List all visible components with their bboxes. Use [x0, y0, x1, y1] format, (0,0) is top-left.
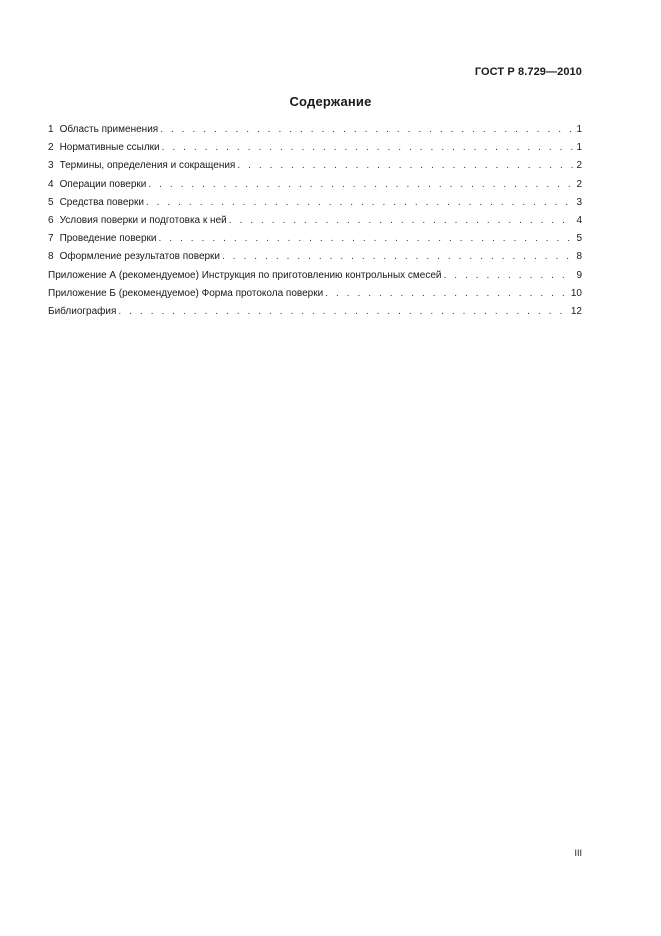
dot-leader [222, 248, 573, 266]
document-code: ГОСТ Р 8.729—2010 [474, 66, 582, 78]
toc-entry-title: Библиография [48, 305, 117, 317]
dot-leader [444, 267, 574, 285]
toc-entry-label [48, 212, 229, 230]
toc-entry-title: Оформление результатов поверки [59, 251, 221, 263]
toc-entry[interactable] [48, 157, 582, 175]
toc-entry-title: Приложение А (рекомендуемое) Инструкция по приготовлению контрольных смесей [48, 269, 442, 281]
toc-entry-title: Область применения [59, 124, 159, 135]
toc-entry-page: 10 [570, 287, 582, 299]
toc-entry-page: 1 [576, 142, 582, 154]
toc-entry-number: 7 [48, 233, 54, 245]
toc-entry-label [48, 285, 325, 303]
toc-entry-page: 4 [576, 214, 582, 226]
toc-entry[interactable] [48, 212, 582, 230]
toc-entry-title: Средства поверки [59, 196, 144, 208]
toc-entry[interactable] [48, 248, 582, 266]
toc-entry-number: 1 [48, 124, 54, 135]
toc-entry-label [48, 139, 162, 157]
dot-leader [162, 139, 574, 157]
toc-entry-page: 3 [576, 196, 582, 208]
dot-leader [160, 121, 573, 139]
toc-entry-number: 4 [48, 178, 54, 190]
toc-entry-label [48, 194, 146, 212]
toc-entry-label [48, 157, 237, 175]
toc-entry-number: 3 [48, 160, 54, 172]
toc-entry-label [48, 230, 159, 248]
toc-entry-number: 2 [48, 142, 54, 154]
toc-entry-title: Термины, определения и сокращения [59, 160, 236, 172]
toc-entry-label [48, 267, 444, 285]
toc-title: Содержание [289, 94, 372, 109]
dot-leader [159, 230, 574, 248]
toc-entry[interactable] [48, 194, 582, 212]
toc-entry-page: 2 [576, 160, 582, 172]
toc-entry-page: 12 [570, 305, 582, 317]
toc-entry-page: 2 [576, 178, 582, 190]
toc-entry[interactable] [48, 121, 582, 139]
dot-leader [146, 194, 574, 212]
dot-leader [237, 157, 573, 175]
toc-entry-page: 8 [576, 251, 582, 263]
toc-entry-label [48, 248, 222, 266]
toc-entry[interactable] [48, 303, 582, 321]
page-number: III [574, 848, 582, 858]
toc-entry-number: 5 [48, 196, 54, 208]
toc-entry[interactable] [48, 230, 582, 248]
table-of-contents [48, 121, 582, 321]
toc-entry[interactable] [48, 139, 582, 157]
toc-entry-title: Условия поверки и подготовка к ней [59, 214, 227, 226]
toc-entry-title: Приложение Б (рекомендуемое) Форма протокола поверки [48, 287, 324, 299]
toc-entry-page: 1 [576, 124, 582, 135]
toc-entry-title: Проведение поверки [59, 233, 157, 245]
toc-entry-page: 5 [576, 233, 582, 245]
toc-entry-label [48, 303, 118, 321]
toc-entry[interactable] [48, 285, 582, 303]
toc-entry-page: 9 [576, 269, 582, 281]
toc-entry[interactable] [48, 176, 582, 194]
toc-entry[interactable] [48, 267, 582, 285]
dot-leader [148, 176, 573, 194]
toc-entry-title: Операции поверки [59, 178, 147, 190]
toc-entry-label [48, 176, 148, 194]
toc-entry-number: 8 [48, 251, 54, 263]
dot-leader [325, 285, 568, 303]
toc-entry-title: Нормативные ссылки [59, 142, 160, 154]
dot-leader [118, 303, 567, 321]
dot-leader [229, 212, 574, 230]
toc-entry-number: 6 [48, 214, 54, 226]
toc-entry-label [48, 121, 160, 139]
